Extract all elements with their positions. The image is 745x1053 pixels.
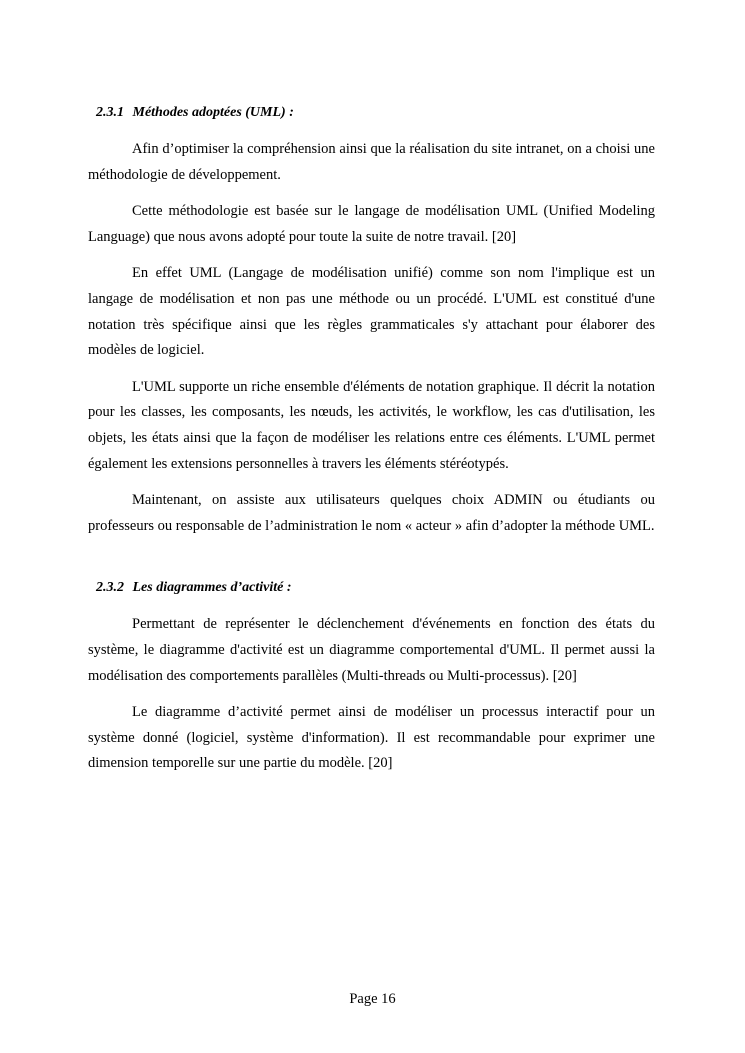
section-diagrammes-activite [88,579,655,777]
page-content [88,104,655,788]
section-title: Méthodes adoptées (UML) : [132,105,294,120]
paragraph: L'UML supporte un riche ensemble d'éléments de notation graphique. Il décrit la notation pour les classes, les composants, les nœuds, les activités, le workflow, les cas d'utilisation, les objets, les états ainsi que la façon de modéliser les relations entre ces éléments. L'UML permet également les extensions personnelles à travers les éléments stéréotypés. [88,378,655,472]
section-number: 2.3.2 [96,580,124,596]
paragraph: Permettant de représenter le déclenchement d'événements en fonction des états du système, le diagramme d'activité est un diagramme comportemental d'UML. Il permet aussi la modélisation des comportements parallèles (Multi-threads ou Multi-processus). [20] [88,616,655,684]
section-methodes-adoptees [88,104,655,539]
paragraph: Maintenant, on assiste aux utilisateurs quelques choix ADMIN ou étudiants ou professeurs ou responsable de l’administration le nom « acteur » afin d’adopter la méthode UML. [88,492,655,534]
section-heading [96,104,655,122]
paragraph: En effet UML (Langage de modélisation unifié) comme son nom l'implique est un langage de modélisation et non pas une méthode ou un procédé. L'UML est constitué d'une notation très spécifique ainsi que les règles grammaticales s'y attachant pour élaborer des modèles de logiciel. [88,265,655,359]
paragraph: Cette méthodologie est basée sur le langage de modélisation UML (Unified Modeling Language) que nous avons adopté pour toute la suite de notre travail. [20] [88,203,655,245]
page-number: Page 16 [349,991,396,1007]
paragraph: Afin d’optimiser la compréhension ainsi que la réalisation du site intranet, on a choisi une méthodologie de développement. [88,141,655,183]
section-heading [96,579,655,597]
paragraph: Le diagramme d’activité permet ainsi de modéliser un processus interactif pour un système donné (logiciel, système d'information). Il est recommandable pour exprimer une dimension temporelle sur une partie du modèle. [20] [88,704,655,772]
section-number: 2.3.1 [96,105,124,120]
section-title: Les diagrammes d’activité : [132,580,292,596]
